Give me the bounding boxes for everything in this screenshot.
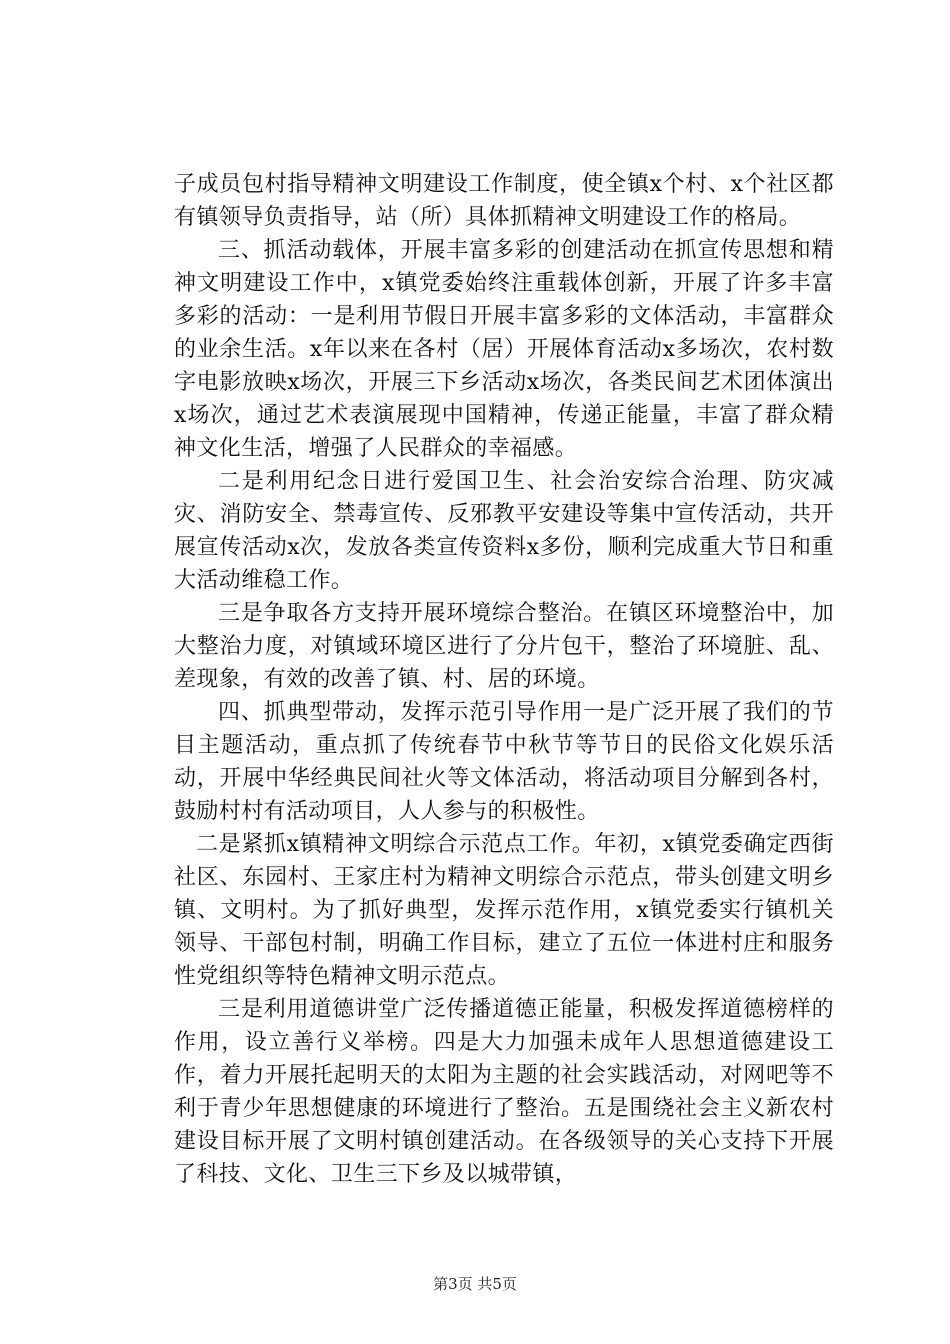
paragraph-7: 三是利用道德讲堂广泛传播道德正能量，积极发挥道德榜样的作用，设立善行义举榜。四是大力加强未成年人思想道德建设工作，着力开展托起明天的太阳为主题的社会实践活动，对网吧等不利于青少年思想健康的环境进行了整治。五是围绕社会主义新农村建设目标开展了文明村镇创建活动。在各级领导的关心支持下开展了科技、文化、卫生三下乡及以城带镇，	[174, 997, 834, 1187]
paragraph-5: 四、抓典型带动，发挥示范引导作用一是广泛开展了我们的节目主题活动，重点抓了传统春节中秋节等节日的民俗文化娱乐活动，开展中华经典民间社火等文体活动，将活动项目分解到各村，鼓励村村有活动项目，人人参与的积极性。	[174, 700, 834, 824]
page-number-footer: 第3页 共5页	[433, 1275, 517, 1293]
paragraph-2: 三、抓活动载体，开展丰富多彩的创建活动在抓宣传思想和精神文明建设工作中，x镇党委始终注重载体创新，开展了许多丰富多彩的活动：一是利用节假日开展丰富多彩的文体活动，丰富群众的业余生活。x年以来在各村（居）开展体育活动x多场次，农村数字电影放映x场次，开展三下乡活动x场次，各类民间艺术团体演出x场次，通过艺术表演展现中国精神，传递正能量，丰富了群众精神文化生活，增强了人民群众的幸福感。	[174, 238, 834, 461]
paragraph-6: 二是紧抓x镇精神文明综合示范点工作。年初，x镇党委确定西街社区、东园村、王家庄村为精神文明综合示范点，带头创建文明乡镇、文明村。为了抓好典型，发挥示范作用，x镇党委实行镇机关领导、干部包村制，明确工作目标，建立了五位一体进村庄和服务性党组织等特色精神文明示范点。	[174, 832, 834, 989]
paragraph-4: 三是争取各方支持开展环境综合整治。在镇区环境整治中，加大整治力度，对镇域环境区进行了分片包干，整治了环境脏、乱、差现象，有效的改善了镇、村、居的环境。	[174, 601, 834, 692]
paragraph-1: 子成员包村指导精神文明建设工作制度，使全镇x个村、x个社区都有镇领导负责指导，站（所）具体抓精神文明建设工作的格局。	[174, 172, 834, 230]
paragraph-3: 二是利用纪念日进行爱国卫生、社会治安综合治理、防灾减灾、消防安全、禁毒宣传、反邪教平安建设等集中宣传活动，共开展宣传活动x次，发放各类宣传资料x多份，顺利完成重大节日和重大活动维稳工作。	[174, 469, 834, 593]
document-body	[174, 168, 834, 1191]
